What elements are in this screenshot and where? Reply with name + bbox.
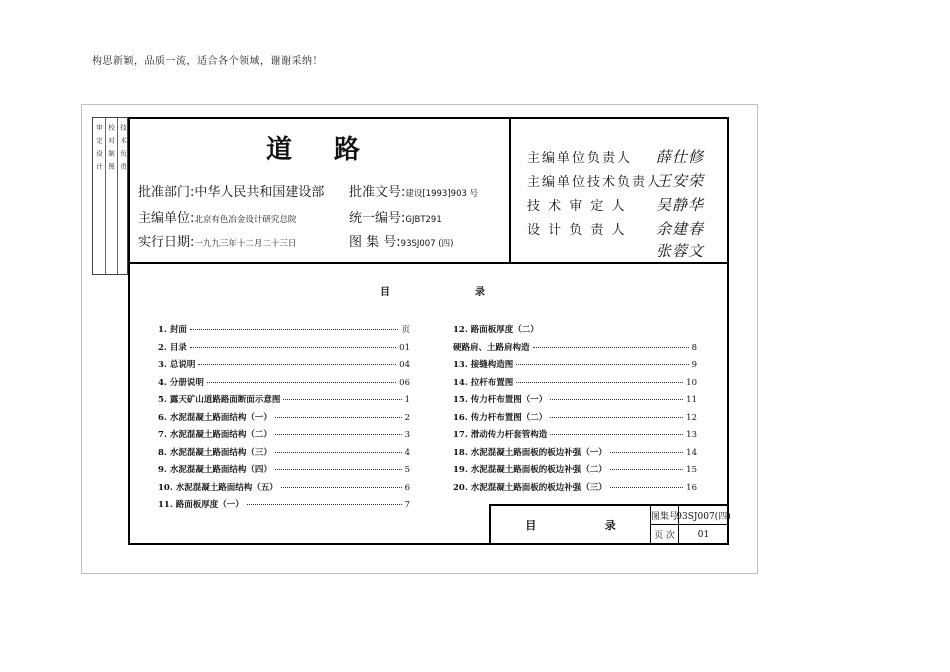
- toc-entry-page: 6: [404, 482, 410, 493]
- toc-leader-dots: [550, 434, 683, 435]
- toc-entry-page: 13: [686, 430, 697, 440]
- toc-leader-dots: [275, 417, 402, 418]
- toc-leader-dots: [190, 347, 396, 348]
- responsible-role: 技 术 审 定 人: [527, 199, 627, 214]
- signature: 薛仕修: [656, 148, 705, 166]
- toc-leader-dots: [275, 452, 402, 453]
- toc-entry-label: 3. 总说明: [158, 360, 196, 370]
- title-block-name-left: 目: [525, 519, 537, 532]
- approve-dept: 中华人民共和国建设部: [194, 185, 325, 200]
- approve-doc: 建设[1993]903 号: [405, 189, 479, 199]
- atlas-no-label: 图 集 号:: [349, 235, 401, 250]
- toc-entry-label: 4. 分册说明: [158, 377, 204, 388]
- side-signature-strip: [92, 117, 128, 275]
- toc-entry-page: 15: [686, 465, 697, 475]
- header-divider-horizontal: [130, 262, 727, 264]
- toc-entry-label: 8. 水泥混凝土路面结构（三）: [158, 447, 272, 458]
- toc-entry-label: 13. 接缝构造图: [453, 360, 514, 370]
- toc-entry-page: 01: [399, 342, 410, 353]
- toc-entry: [158, 463, 410, 475]
- toc-entry-label: 2. 目录: [158, 342, 187, 353]
- toc-entry-label: 15. 传力杆布置图（一）: [453, 395, 548, 405]
- atlas-no-row: [349, 231, 453, 250]
- toc-entry: [158, 428, 410, 440]
- toc-entry: [158, 358, 410, 370]
- toc-entry-label: 19. 水泥混凝土路面板的板边补强（二）: [453, 465, 607, 475]
- page-label: 页 次: [651, 525, 679, 545]
- toc-entry-label: 11. 路面板厚度（一）: [158, 500, 244, 510]
- toc-leader-dots: [207, 382, 396, 383]
- toc-entry-label: 10. 水泥混凝土路面结构（五）: [158, 482, 278, 493]
- unified-no-label: 统一编号:: [349, 211, 406, 226]
- side-strip-col1: 审 定 设 计: [95, 124, 103, 170]
- toc-entry-page: 7: [404, 500, 410, 510]
- toc-entry: [453, 323, 697, 335]
- toc-entry: [453, 481, 697, 493]
- page-title: 道路: [266, 135, 403, 165]
- toc-leader-dots: [190, 329, 399, 330]
- side-strip-col3: 技 术 负 责: [119, 124, 127, 170]
- header-divider-vertical: [509, 119, 511, 262]
- toc-entry: [158, 498, 410, 510]
- toc-leader-dots: [281, 487, 402, 488]
- toc-leader-dots: [550, 399, 683, 400]
- toc-entry-label: 16. 传力杆布置图（二）: [453, 412, 548, 423]
- toc-leader-dots: [283, 399, 401, 400]
- toc-entry: [158, 411, 410, 423]
- approve-doc-label: 批准文号:: [349, 185, 406, 200]
- toc-leader-dots: [198, 364, 396, 365]
- toc-leader-dots: [247, 504, 402, 505]
- approve-doc-row: [349, 181, 478, 200]
- editor-unit-row: [138, 207, 296, 226]
- toc-leader-dots: [610, 487, 683, 488]
- toc-heading-right: 录: [475, 287, 485, 298]
- signature: 余建春: [656, 220, 705, 238]
- toc-entry-page: 04: [399, 360, 410, 370]
- toc-entry: [453, 341, 697, 353]
- atlas-label: 图集号: [651, 506, 679, 525]
- toc-entry-label: 12. 路面板厚度（二）: [453, 325, 539, 335]
- toc-entry: [158, 376, 410, 388]
- toc-entry: [158, 341, 410, 353]
- toc-entry: [158, 393, 410, 405]
- toc-entry-page: 12: [686, 412, 697, 423]
- toc-entry-label: 5. 露天矿山道路路面断面示意图: [158, 395, 281, 405]
- toc-leader-dots: [610, 469, 683, 470]
- toc-entry-page: 4: [404, 447, 410, 458]
- toc-entry: [453, 376, 697, 388]
- toc-entry-page: 1: [404, 395, 410, 405]
- toc-entry-label: 7. 水泥混凝土路面结构（二）: [158, 430, 272, 440]
- toc-entry-label: 14. 拉杆布置图: [453, 377, 514, 388]
- effective-date-label: 实行日期:: [138, 235, 195, 250]
- toc-leader-dots: [610, 452, 683, 453]
- toc-entry: [158, 446, 410, 458]
- toc-leader-dots: [275, 469, 402, 470]
- effective-date: 一九九三年十二月二十三日: [194, 239, 297, 249]
- title-block-name-right: 录: [604, 519, 616, 532]
- toc-leader-dots: [516, 364, 688, 365]
- toc-entry-page: 页: [401, 325, 410, 335]
- signature: 王安荣: [656, 172, 705, 190]
- drawing-frame: [128, 117, 729, 545]
- unified-no: GJBT291: [405, 215, 442, 225]
- toc-entry: [453, 463, 697, 475]
- atlas-value: 93SJ007(四): [679, 506, 729, 525]
- editor-unit-label: 主编单位:: [138, 211, 195, 226]
- toc-entry-page: 9: [691, 360, 697, 370]
- toc-leader-dots: [550, 417, 683, 418]
- toc-entry: [453, 358, 697, 370]
- signature: 张蓉文: [656, 242, 705, 260]
- toc-entry: [453, 428, 697, 440]
- signature: 吴静华: [656, 196, 705, 214]
- effective-date-row: [138, 231, 296, 250]
- approve-dept-label: 批准部门:: [138, 185, 195, 200]
- side-strip-col2: 校 对 制 图: [107, 124, 115, 170]
- toc-entry-page: 14: [686, 447, 697, 458]
- toc-heading-left: 目: [380, 287, 390, 298]
- responsible-role: 主编单位技术负责人: [527, 175, 663, 190]
- toc-leader-dots: [275, 434, 402, 435]
- top-note: 构思新颖，品质一流，适合各个领域，谢谢采纳！: [92, 56, 323, 67]
- toc-entry-label: 17. 滑动传力杆套管构造: [453, 430, 548, 440]
- responsible-role: 主编单位负责人: [527, 151, 633, 166]
- toc-leader-dots: [516, 382, 683, 383]
- document-sheet: [81, 104, 758, 574]
- atlas-no: 93SJ007 (四): [400, 239, 454, 249]
- approve-dept-row: [138, 181, 324, 200]
- toc-entry-label: 1. 封面: [158, 325, 187, 335]
- toc-entry: [453, 411, 697, 423]
- toc-entry-page: 8: [691, 342, 697, 353]
- toc-entry-label: 20. 水泥混凝土路面板的板边补强（三）: [453, 482, 607, 493]
- page-value: 01: [679, 525, 729, 545]
- toc-entry-page: 16: [686, 482, 697, 493]
- title-block: [489, 504, 729, 545]
- toc-entry-page: 06: [399, 377, 410, 388]
- toc-entry-label: 9. 水泥混凝土路面结构（四）: [158, 465, 272, 475]
- title-block-name: [491, 506, 651, 545]
- editor-unit: 北京有色冶金设计研究总院: [194, 215, 297, 225]
- toc-entry-label: 6. 水泥混凝土路面结构（一）: [158, 412, 272, 423]
- toc-entry-page: 10: [686, 377, 697, 388]
- toc-entry-page: 3: [404, 430, 410, 440]
- toc-entry: [453, 393, 697, 405]
- responsible-role: 设 计 负 责 人: [527, 223, 627, 238]
- toc-entry-page: 11: [686, 395, 697, 405]
- toc-entry-label: 硬路肩、土路肩构造: [453, 342, 530, 353]
- toc-entry: [453, 446, 697, 458]
- toc-leader-dots: [533, 347, 689, 348]
- toc-entry-page: 2: [404, 412, 410, 423]
- toc-entry-page: 5: [404, 465, 410, 475]
- toc-entry-label: 18. 水泥混凝土路面板的板边补强（一）: [453, 447, 607, 458]
- toc-entry: [158, 323, 410, 335]
- unified-no-row: [349, 207, 442, 226]
- toc-entry: [158, 481, 410, 493]
